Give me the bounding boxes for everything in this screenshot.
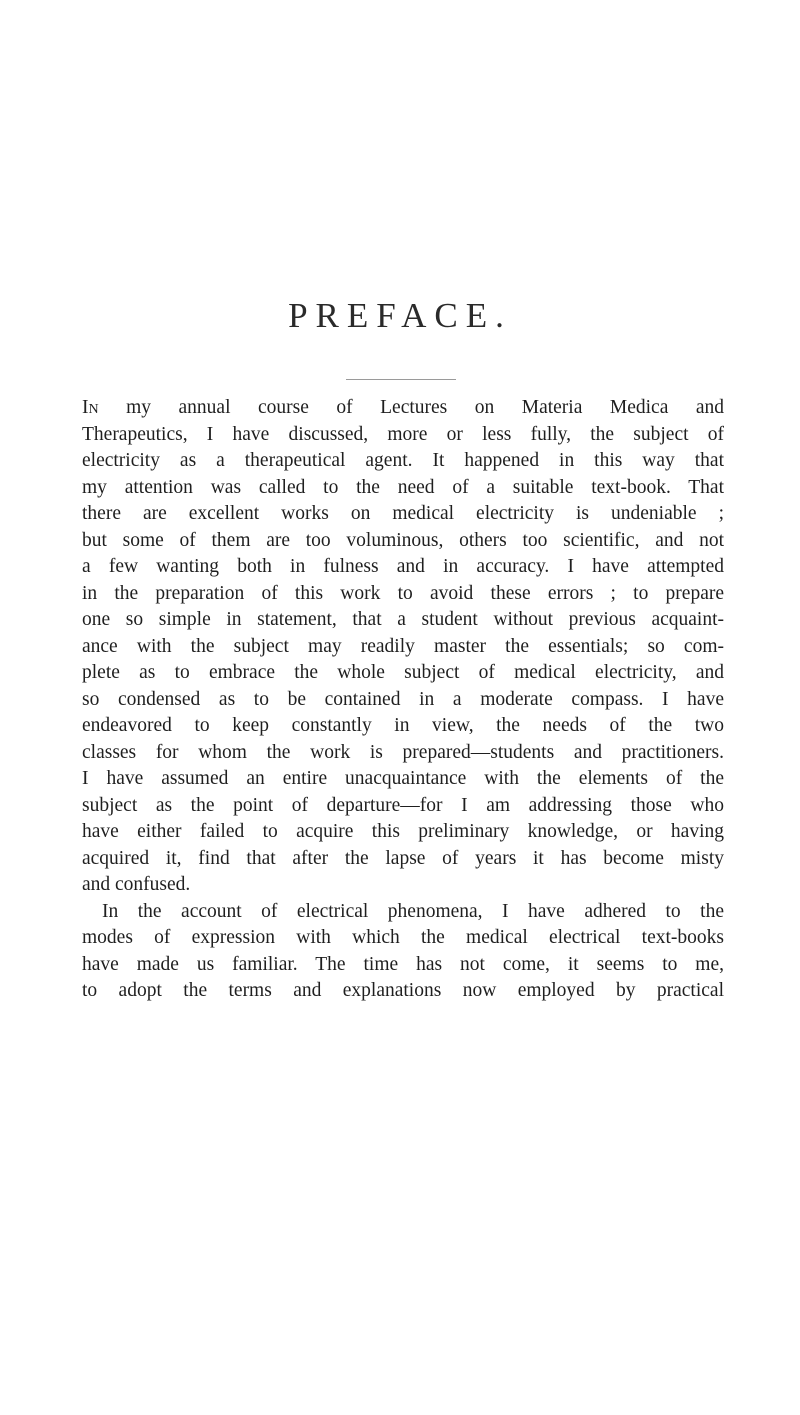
drop-word: In: [82, 397, 99, 418]
text-line: there are excellent works on medical electricity is undeniable ;: [82, 503, 724, 524]
text-line: but some of them are too voluminous, others too scientific, and not: [82, 529, 724, 551]
text-line: to adopt the terms and explanations now employed by practical: [82, 980, 724, 1001]
paragraph-2: [82, 899, 724, 1005]
preface-body: [82, 395, 724, 1005]
text-line: so condensed as to be contained in a moderate compass. I have: [82, 688, 724, 710]
title-divider: [346, 379, 456, 380]
text-line: my attention was called to the need of a suitable text-book. That: [82, 476, 724, 498]
text-line: have either failed to acquire this preliminary knowledge, or having: [82, 821, 724, 842]
text-line: plete as to embrace the whole subject of medical electricity, and: [82, 662, 724, 683]
text-line: In the account of electrical phenomena, I have adhered to the: [102, 900, 724, 922]
text-line: subject as the point of departure—for I am addressing those who: [82, 794, 724, 816]
text-line: I have assumed an entire unacquaintance with the elements of the: [82, 768, 724, 789]
text-line: a few wanting both in fulness and in accuracy. I have attempted: [82, 556, 724, 577]
text-line: one so simple in statement, that a student without previous acquaint-: [82, 609, 724, 630]
text-line: acquired it, find that after the lapse of years it has become misty: [82, 847, 724, 869]
text-line: ance with the subject may readily master the essentials; so com-: [82, 635, 724, 657]
text-line: classes for whom the work is prepared—students and practitioners.: [82, 741, 724, 763]
text-line: have made us familiar. The time has not come, it seems to me,: [82, 953, 724, 975]
paragraph-1: [82, 395, 724, 899]
text-line: Therapeutics, I have discussed, more or less fully, the subject of: [82, 423, 724, 445]
text-line: In my annual course of Lectures on Materia Medica and: [82, 397, 724, 418]
text-line: modes of expression with which the medical electrical text-books: [82, 927, 724, 948]
text-line: electricity as a therapeutical agent. It happened in this way that: [82, 450, 724, 471]
text-line: endeavored to keep constantly in view, the needs of the two: [82, 715, 724, 736]
text-line: and confused.: [82, 874, 191, 895]
text-line: in the preparation of this work to avoid these errors ; to prepare: [82, 582, 724, 604]
page-title: PREFACE.: [288, 296, 512, 335]
